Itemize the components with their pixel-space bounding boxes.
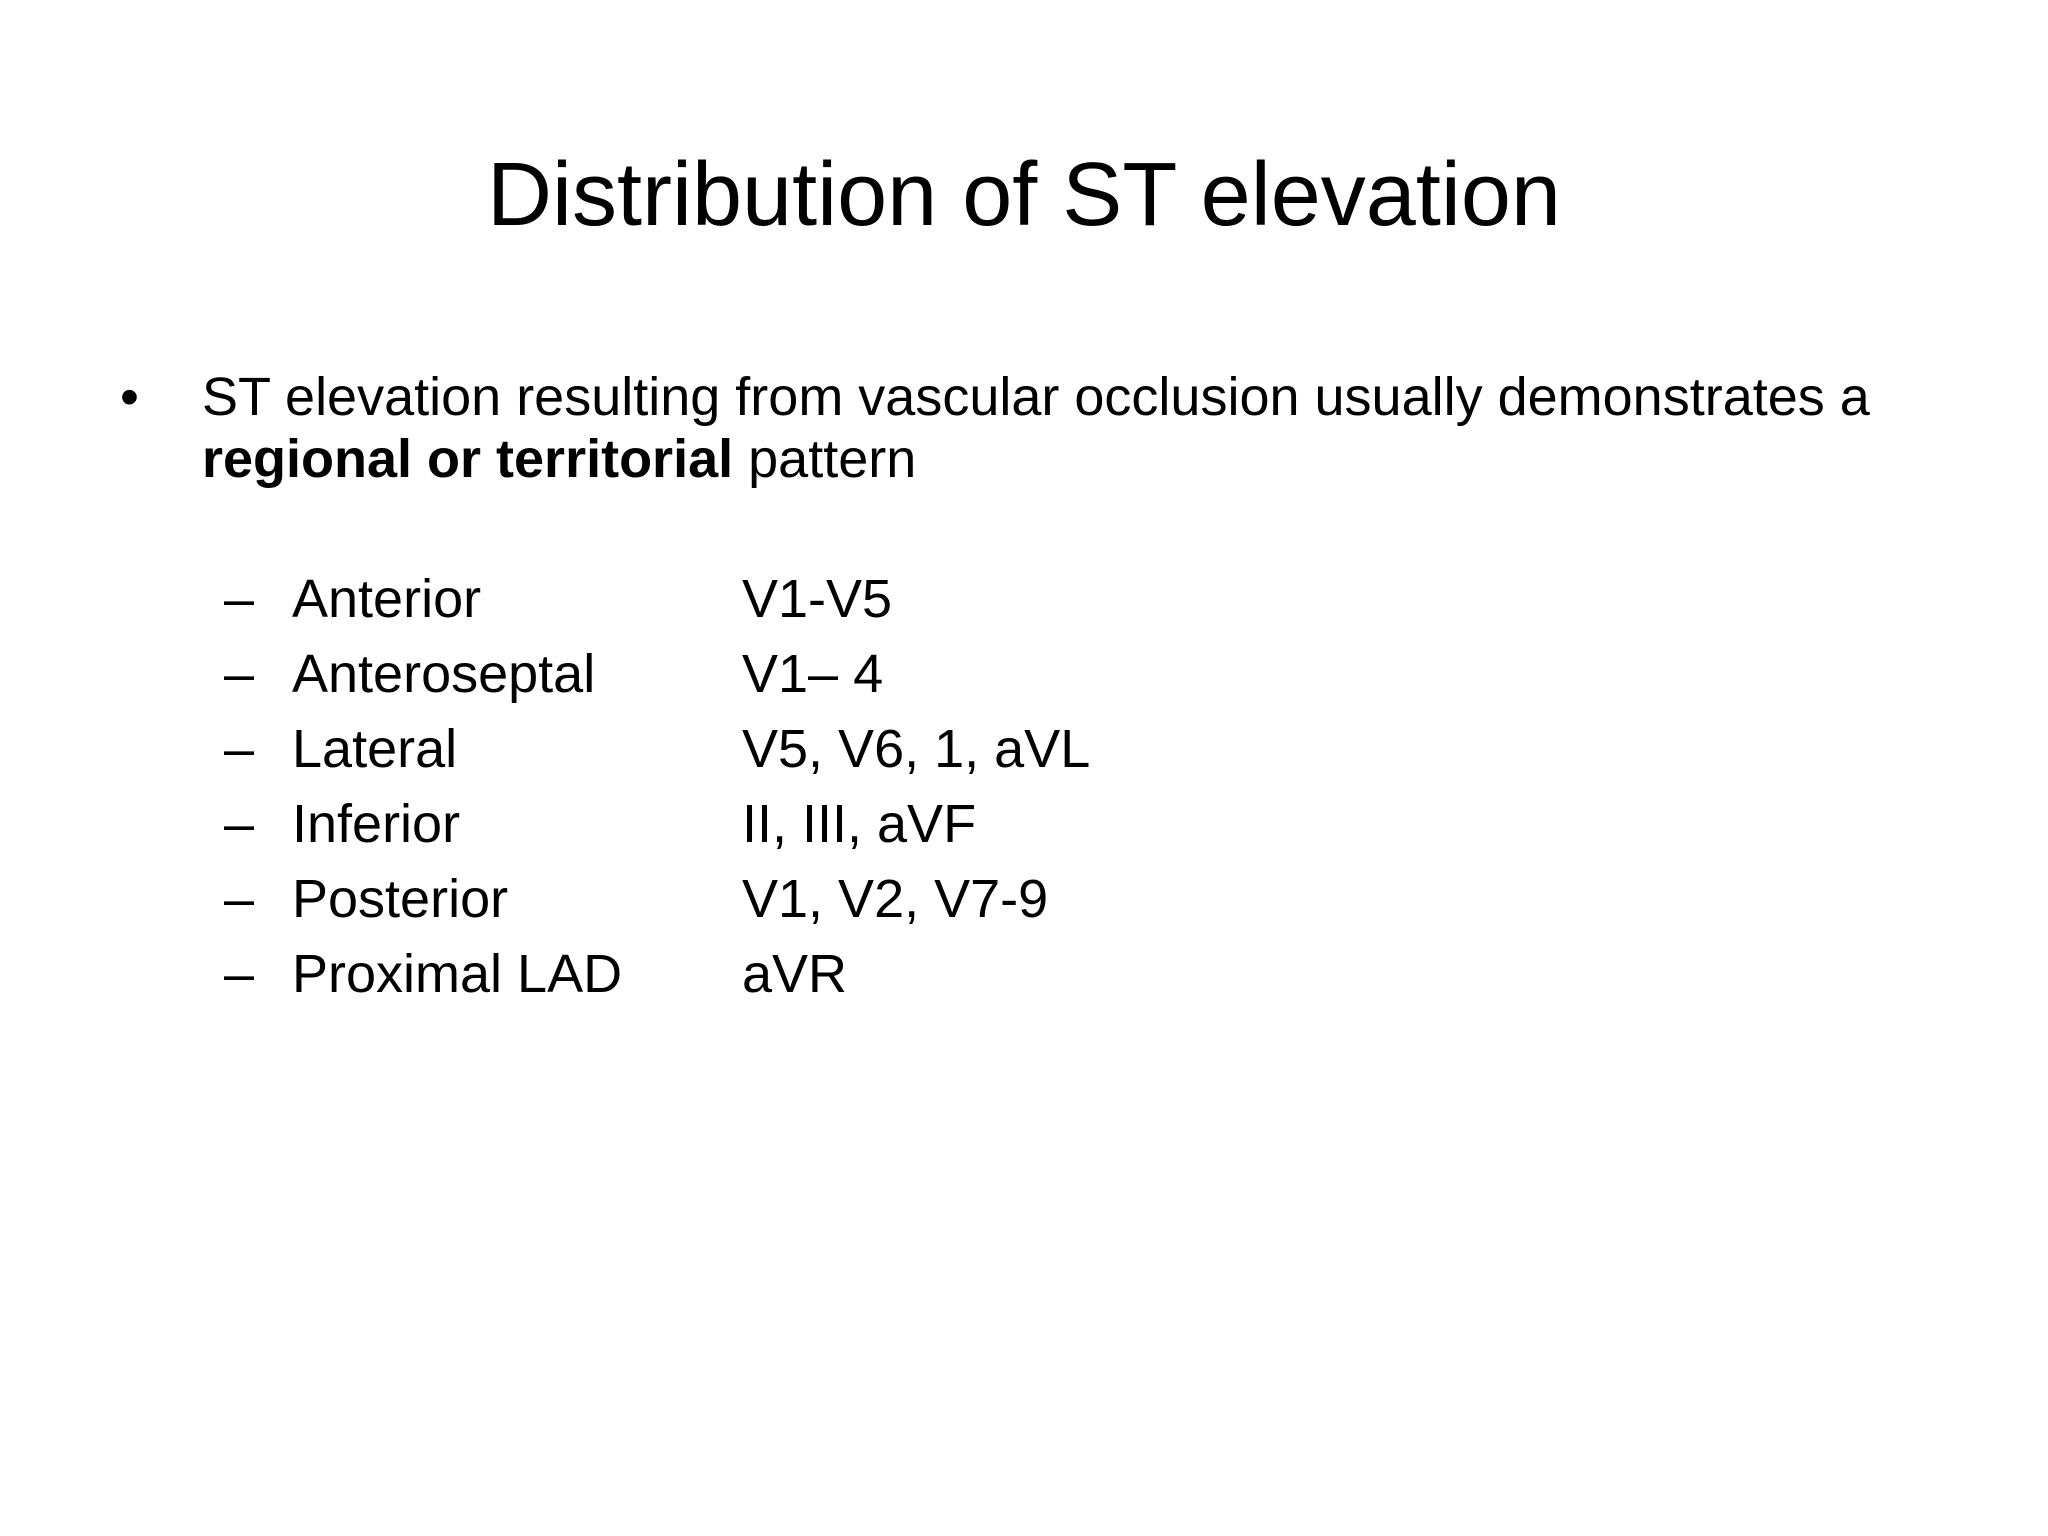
dash-marker: –: [224, 794, 255, 854]
territory-row: [224, 793, 1424, 868]
territory-leads: V1– 4: [742, 644, 884, 704]
bullet-text-before: ST elevation resulting from vascular occlusion usually demonstrates a: [202, 367, 1870, 427]
territory-row: [224, 718, 1424, 793]
territory-leads: V1, V2, V7-9: [742, 869, 1049, 929]
territory-region: Inferior: [292, 794, 461, 854]
territory-row: [224, 568, 1424, 643]
dash-marker: –: [224, 719, 255, 779]
territory-region: Posterior: [292, 869, 509, 929]
territory-region: Anterior: [292, 569, 482, 629]
territory-row: [224, 943, 1424, 1018]
slide-title: Distribution of ST elevation: [487, 145, 1561, 245]
dash-marker: –: [224, 944, 255, 1004]
dash-marker: –: [224, 569, 255, 629]
dash-marker: –: [224, 644, 255, 704]
territory-list: [224, 568, 1424, 1018]
bullet-text-bold: regional or territorial: [202, 429, 734, 489]
territory-leads: II, III, aVF: [742, 794, 977, 854]
bullet-text-after: pattern: [733, 429, 917, 489]
dash-marker: –: [224, 869, 255, 929]
territory-row: [224, 868, 1424, 943]
territory-region: Proximal LAD: [292, 944, 623, 1004]
territory-leads: V5, V6, 1, aVL: [742, 719, 1091, 779]
territory-region: Lateral: [292, 719, 458, 779]
bullet-text: [202, 366, 1962, 490]
territory-leads: aVR: [742, 944, 848, 1004]
territory-leads: V1-V5: [742, 569, 893, 629]
territory-region: Anteroseptal: [292, 644, 596, 704]
bullet-marker: •: [120, 367, 139, 427]
territory-row: [224, 643, 1424, 718]
